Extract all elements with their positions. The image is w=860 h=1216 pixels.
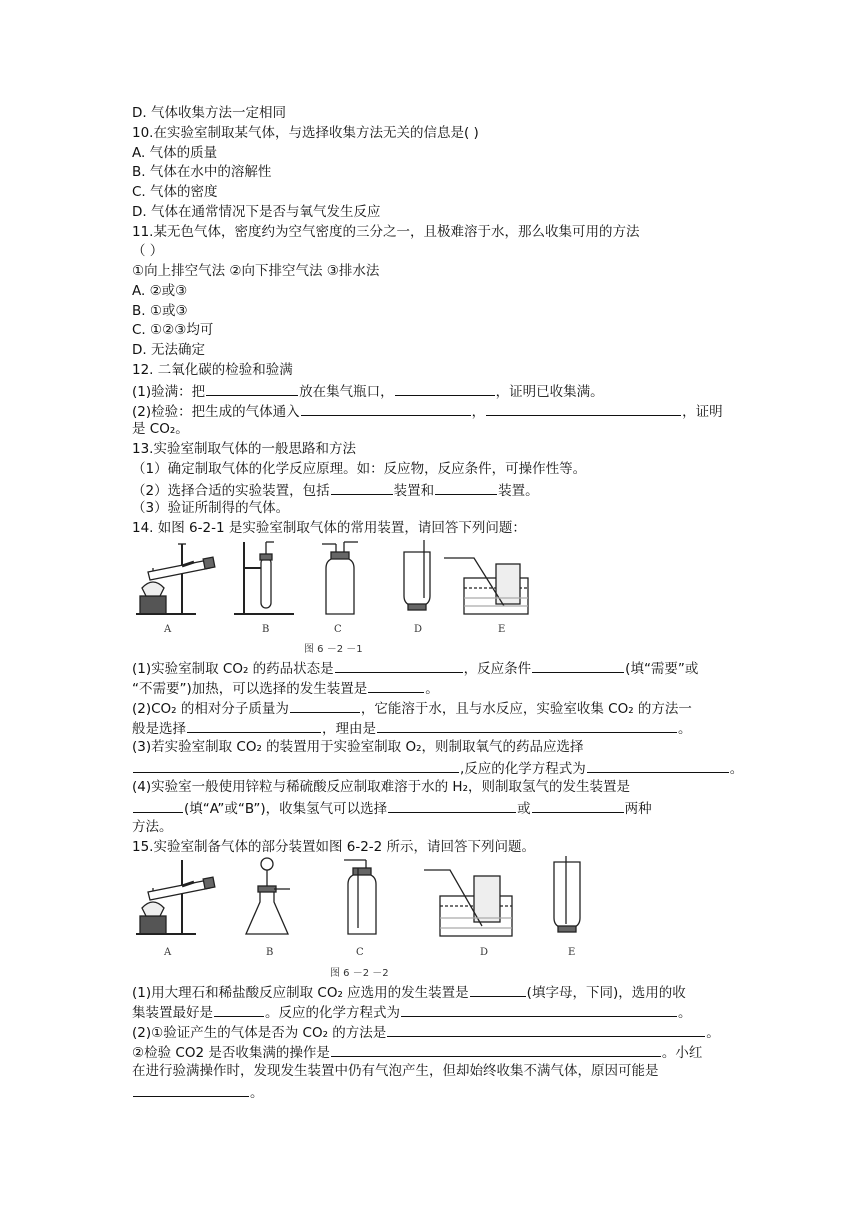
q12-part2: (2)检验：把生成的气体通入 ， ，证明: [132, 401, 723, 422]
answer-blank[interactable]: [532, 658, 624, 673]
answer-blank[interactable]: [331, 1042, 661, 1057]
answer-blank[interactable]: [377, 718, 677, 733]
q12-part2-cont: 是 CO₂。: [132, 421, 189, 437]
figure-label: A: [164, 624, 172, 635]
answer-blank[interactable]: [388, 798, 516, 813]
q15-part4: 在进行验满操作时，发现发生装置中仍有气泡产生，但却始终收集不满气体，原因可能是: [132, 1063, 659, 1079]
q12-part1: (1)验满：把 放在集气瓶口， ，证明已收集满。: [132, 381, 604, 402]
q14-part1: (1)实验室制取 CO₂ 的药品状态是 ，反应条件 (填“需要”或: [132, 658, 698, 679]
q14-part1-cont: “不需要”)加热，可以选择的发生装置是 。: [132, 678, 439, 699]
question-14: 14. 如图 6-2-1 是实验室制取气体的常用装置，请回答下列问题：: [132, 520, 526, 536]
figure-label: E: [568, 947, 576, 958]
answer-blank[interactable]: [532, 798, 624, 813]
q14-part4-cont: (填“A”或“B”)，收集氢气可以选择 或 两种: [132, 798, 652, 819]
q14-part3: (3)若实验室制取 CO₂ 的装置用于实验室制取 O₂，则制取氧气的药品应选择: [132, 739, 584, 755]
answer-blank[interactable]: [133, 798, 183, 813]
question-12: 12. 二氧化碳的检验和验满: [132, 362, 293, 378]
q10-option-a: A. 气体的质量: [132, 145, 218, 161]
q15-part4-cont: 。: [132, 1082, 264, 1103]
question-13: 13.实验室制取气体的一般思路和方法: [132, 441, 356, 457]
answer-blank[interactable]: [395, 381, 495, 396]
q14-part2-cont: 般是选择 ，理由是 。: [132, 718, 692, 739]
figure-6-2-2-apparatus: [134, 856, 594, 946]
q13-step1: （1）确定制取气体的化学反应原理。如：反应物，反应条件，可操作性等。: [132, 461, 587, 477]
figure-label: E: [498, 624, 506, 635]
figure-label: A: [164, 947, 172, 958]
answer-blank[interactable]: [401, 1002, 677, 1017]
answer-blank[interactable]: [335, 658, 463, 673]
q13-step2: （2）选择合适的实验装置，包括 装置和 装置。: [132, 480, 539, 501]
q14-part4: (4)实验室一般使用锌粒与稀硫酸反应制取难溶于水的 H₂，则制取氢气的发生装置是: [132, 779, 630, 795]
q11-methods: ①向上排空气法 ②向下排空气法 ③排水法: [132, 263, 380, 279]
q10-option-b: B. 气体在水中的溶解性: [132, 164, 272, 180]
figure-label: D: [480, 947, 489, 958]
answer-blank[interactable]: [133, 758, 459, 773]
answer-blank[interactable]: [486, 401, 681, 416]
q13-step3: （3）验证所制得的气体。: [132, 500, 290, 516]
q15-part1-cont: 集装置最好是 。反应的化学方程式为 。: [132, 1002, 692, 1023]
answer-blank[interactable]: [470, 982, 526, 997]
answer-blank[interactable]: [301, 401, 471, 416]
answer-blank[interactable]: [368, 678, 424, 693]
q14-part4-end: 方法。: [132, 819, 173, 835]
q15-part3: ②检验 CO2 是否收集满的操作是 。小红: [132, 1042, 702, 1063]
answer-blank[interactable]: [133, 1082, 249, 1097]
q14-part3-cont: ,反应的化学方程式为 。: [132, 758, 743, 779]
figure-6-2-1-apparatus: [134, 538, 534, 638]
question-11: 11.某无色气体，密度约为空气密度的三分之一，且极难溶于水，那么收集可用的方法: [132, 224, 640, 240]
figure-caption: 图 6 －2 －1: [304, 644, 363, 655]
q15-part1: (1)用大理石和稀盐酸反应制取 CO₂ 应选用的发生装置是 (填字母，下同)，选用的收: [132, 982, 686, 1003]
q15-part2: (2)①验证产生的气体是否为 CO₂ 的方法是 。: [132, 1022, 720, 1043]
q11-option-a: A. ②或③: [132, 283, 188, 299]
figure-caption: 图 6 －2 －2: [330, 968, 389, 979]
figure-label: C: [356, 947, 364, 958]
q11-option-d: D. 无法确定: [132, 342, 205, 358]
answer-blank[interactable]: [587, 758, 729, 773]
answer-blank[interactable]: [187, 718, 321, 733]
answer-blank[interactable]: [387, 1022, 705, 1037]
q11-option-c: C. ①②③均可: [132, 322, 214, 338]
q14-part2: (2)CO₂ 的相对分子质量为 ，它能溶于水，且与水反应，实验室收集 CO₂ 的方法一: [132, 698, 692, 719]
question-15: 15.实验室制备气体的部分装置如图 6-2-2 所示，请回答下列问题。: [132, 839, 536, 855]
answer-blank[interactable]: [331, 480, 393, 495]
figure-label: B: [262, 624, 270, 635]
option-d-q9: D. 气体收集方法一定相同: [132, 105, 286, 121]
q10-option-c: C. 气体的密度: [132, 184, 218, 200]
q11-paren: （ ）: [132, 243, 164, 259]
lab-apparatus-drawing-2: [134, 856, 594, 946]
lab-apparatus-drawing-1: [134, 538, 534, 638]
answer-blank[interactable]: [206, 381, 298, 396]
question-10: 10.在实验室制取某气体，与选择收集方法无关的信息是( ): [132, 125, 479, 141]
figure-label: C: [334, 624, 342, 635]
figure-label: B: [266, 947, 274, 958]
answer-blank[interactable]: [290, 698, 360, 713]
q11-option-b: B. ①或③: [132, 303, 188, 319]
answer-blank[interactable]: [435, 480, 497, 495]
figure-label: D: [414, 624, 423, 635]
q10-option-d: D. 气体在通常情况下是否与氧气发生反应: [132, 204, 381, 220]
answer-blank[interactable]: [214, 1002, 264, 1017]
